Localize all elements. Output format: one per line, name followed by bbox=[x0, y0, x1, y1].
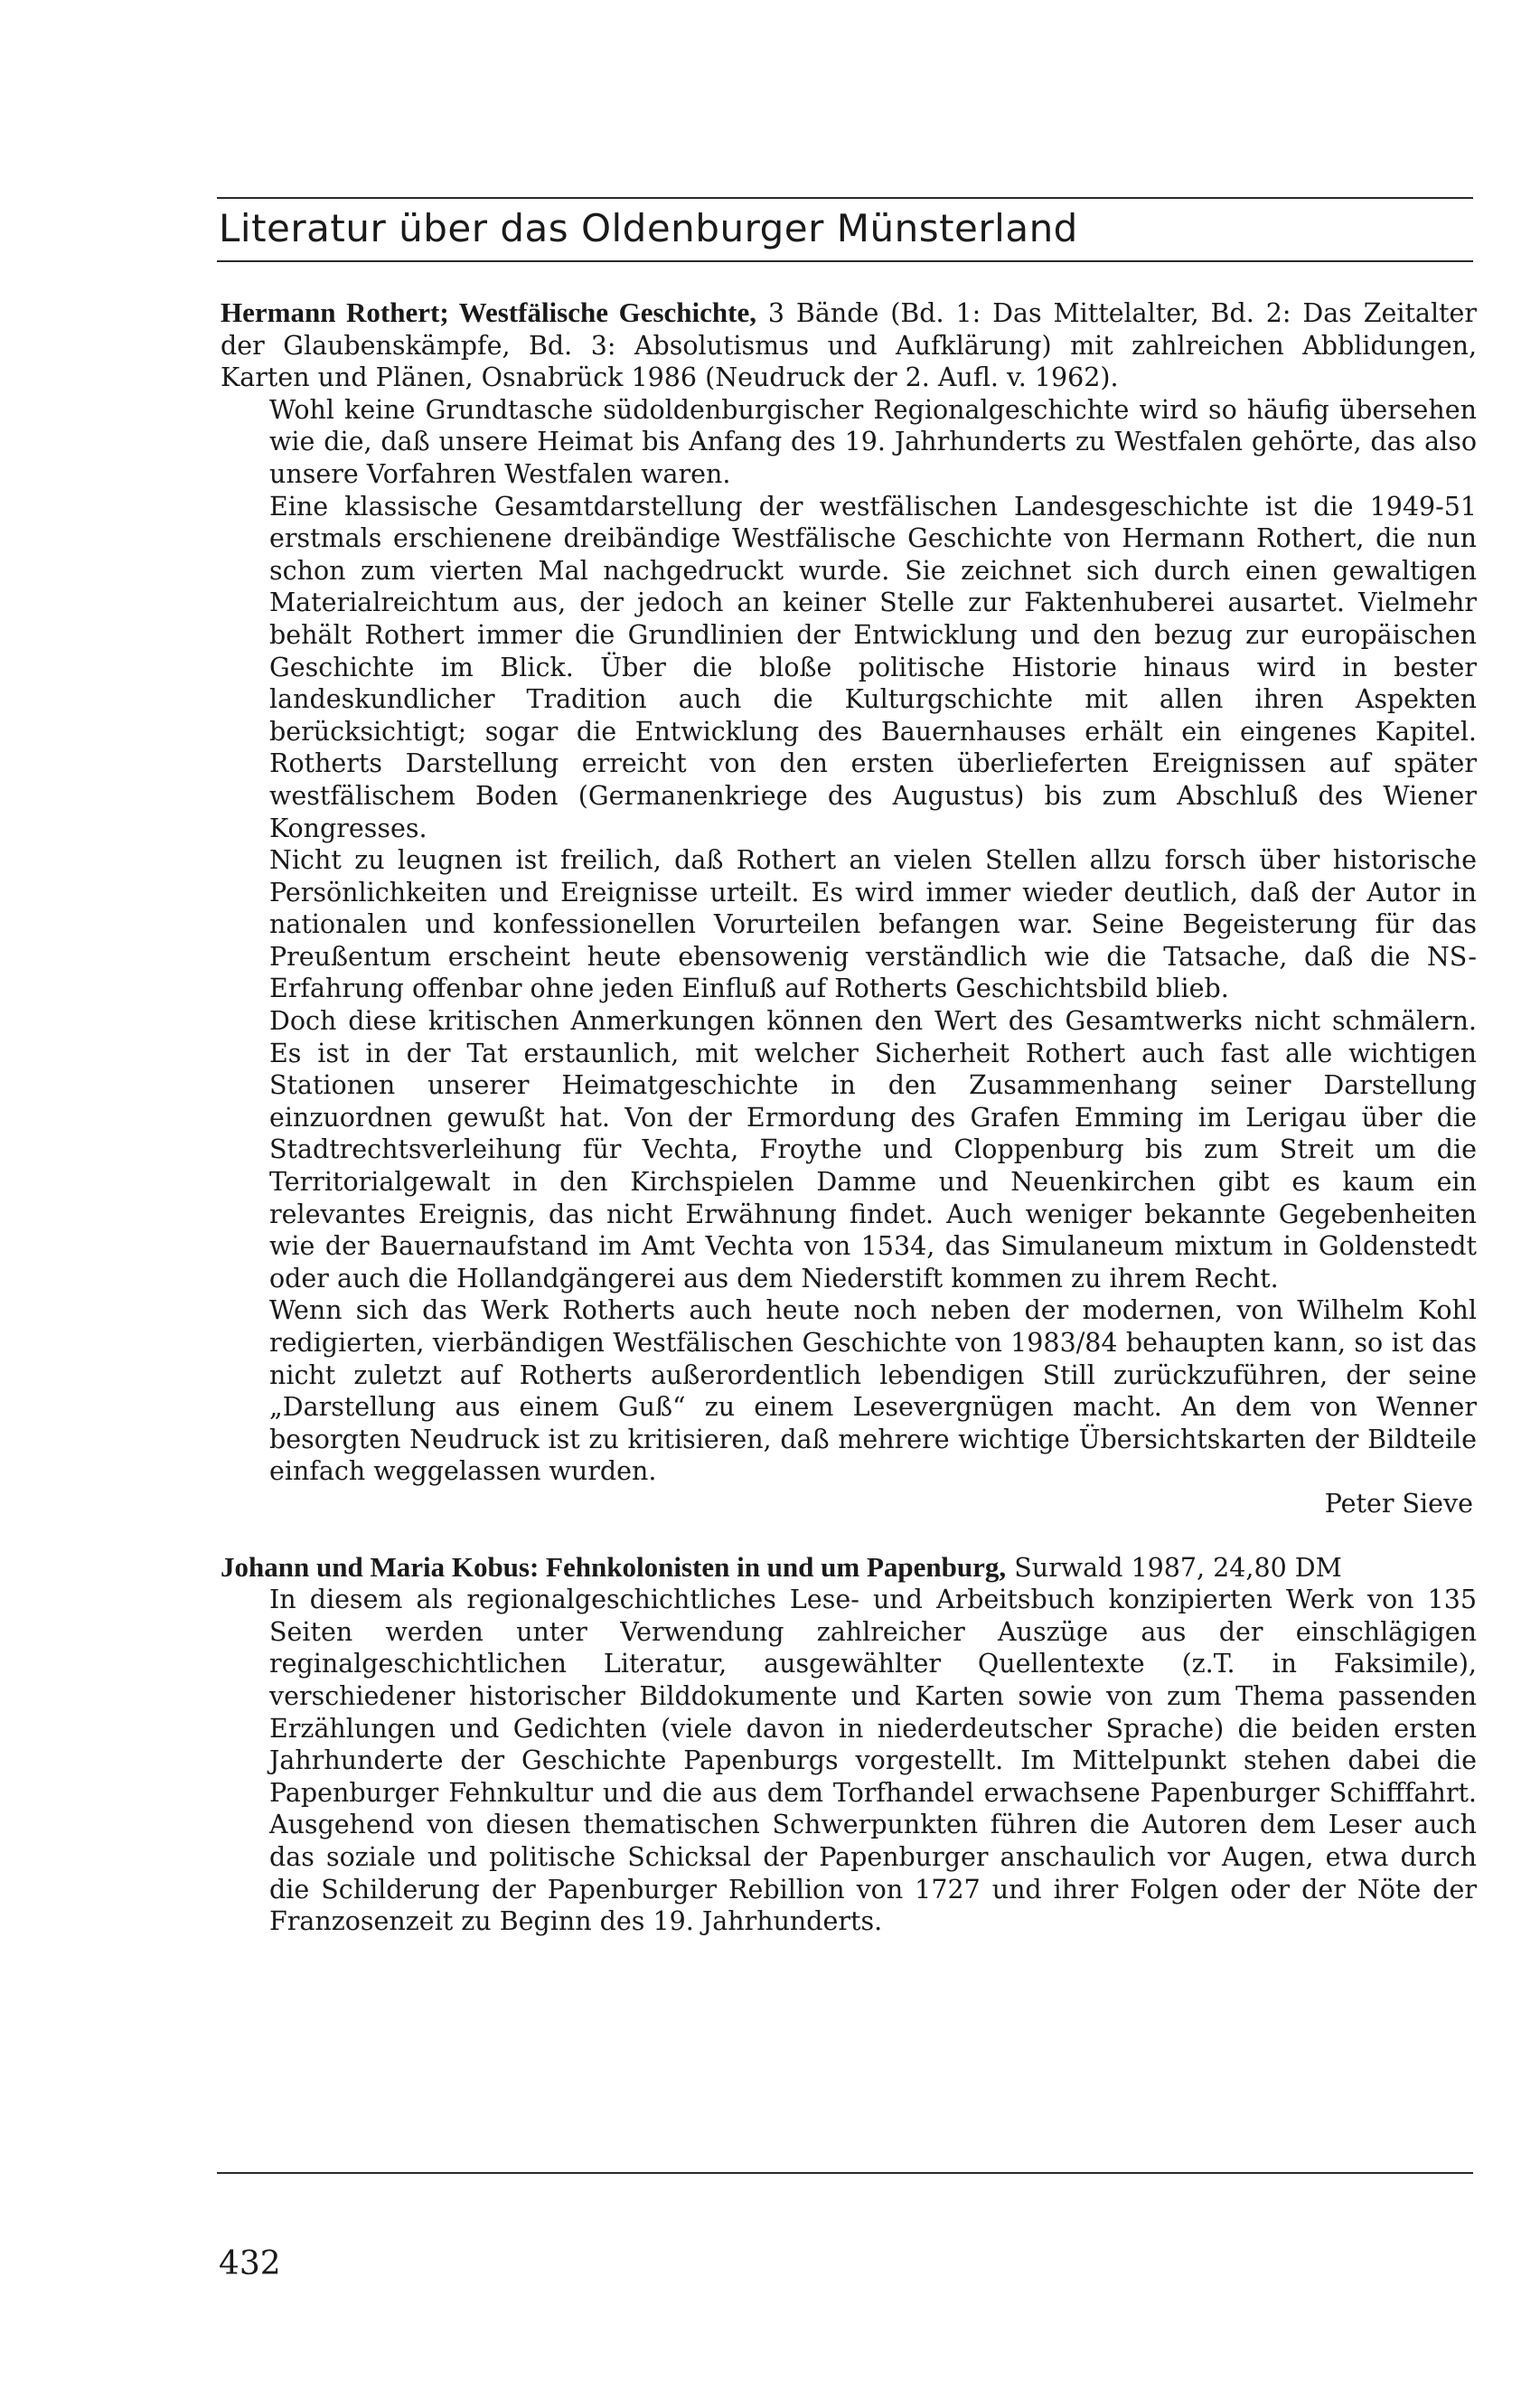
author-title: Hermann Rothert; Westfälische Geschichte, bbox=[221, 296, 756, 328]
review-paragraph: Nicht zu leugnen ist freilich, daß Rothert an vielen Stellen allzu forsch über historische Persönlichkeiten und Ereignisse urteilt. Es wird immer wieder deutlich, daß der Autor in nationalen und konfessionellen Vorurteilen befangen war. Seine Begeisterung für das Preußentum erscheint heute ebensowenig verständlich wie die Tatsache, daß die NS-Erfahrung offenbar ohne jeden Einfluß auf Rotherts Geschichtsbild blieb. bbox=[269, 845, 1477, 1004]
reviewer-signature: Peter Sieve bbox=[1324, 1488, 1473, 1519]
review-paragraph: Wohl keine Grundtasche südoldenburgischer Regionalgeschichte wird so häufig übersehen wie die, daß unsere Heimat bis Anfang des 19. Jahrhunderts zu Westfalen gehörte, das also unsere Vorfahren Westfalen waren. bbox=[269, 394, 1477, 489]
page-number: 432 bbox=[219, 2245, 281, 2282]
review-paragraph: In diesem als regionalgeschichtliches Lese- und Arbeitsbuch konzipierten Werk von 135 Seiten werden unter Verwendung zahlreicher Auszüge aus der einschlägigen reginalgeschichtlichen Literatur, ausgewählter Quellentexte (z.T. in Faksimile), verschiedener historischer Bilddokumente und Karten sowie von zum Thema passenden Erzählungen und Gedichten (viele davon in niederdeutscher Sprache) die beiden ersten Jahrhunderte der Geschichte Papenburgs vorgestellt. Im Mittelpunkt stehen dabei die Papenburger Fehnkultur und die aus dem Torfhandel erwachsene Papenburger Schifffahrt. Ausgehend von diesen thematischen Schwerpunkten führen die Autoren dem Leser auch das soziale und politische Schicksal der Papenburger anschaulich vor Augen, etwa durch die Schilderung der Papenburger Rebillion von 1727 und ihrer Folgen oder der Nöte der Franzosenzeit zu Beginn des 19. Jahrhunderts. bbox=[269, 1585, 1477, 1937]
review-paragraph: Eine klassische Gesamtdarstellung der westfälischen Landesgeschichte ist die 1949-51 erstmals erschienene dreibändige Westfälische Geschichte von Hermann Rothert, die nun schon zum vierten Mal nachgedruckt wurde. Sie zeichnet sich durch einen gewaltigen Materialreichtum aus, der jedoch an keiner Stelle zur Faktenhuberei ausartet. Vielmehr behält Rothert immer die Grundlinien der Entwicklung und den bezug zur europäischen Geschichte im Blick. Über die bloße politische Historie hinaus wird in bester landeskundlicher Tradition auch die Kulturgschichte mit allen ihren Aspekten berücksichtigt; sogar die Entwicklung des Bauernhauses erhält ein eingenes Kapitel. Rotherts Darstellung erreicht von den ersten überlieferten Ereignissen auf später westfälischem Boden (Germanenkriege des Augustus) bis zum Abschluß des Wiener Kongresses. bbox=[269, 491, 1477, 843]
author-title: Johann und Maria Kobus: Fehnkolonisten in und um Papenburg, bbox=[221, 1550, 1007, 1583]
header-bottom-rule bbox=[217, 260, 1473, 262]
reference-details: Surwald 1987, 24,80 DM bbox=[1006, 1552, 1342, 1583]
review-entry bbox=[221, 1551, 1477, 1938]
footer-rule bbox=[217, 2172, 1473, 2174]
page-content bbox=[221, 296, 1477, 1938]
review-entry bbox=[221, 296, 1477, 1520]
review-paragraph: Wenn sich das Werk Rotherts auch heute noch neben der modernen, von Wilhelm Kohl redigierten, vierbändigen Westfälischen Geschichte von 1983/84 behaupten kann, so ist das nicht zuletzt auf Rotherts außerordentlich lebendigen Still zurückzuführen, der seine „Darstellung aus einem Guß“ zu einem Lesevergnügen macht. An dem von Wenner besorgten Neudruck ist zu kritisieren, daß mehrere wichtige Übersichtskarten der Bildteile einfach weggelassen wurden. bbox=[269, 1295, 1477, 1487]
header-top-rule bbox=[217, 197, 1473, 199]
bibliographic-reference bbox=[221, 296, 1477, 394]
running-head: Literatur über das Oldenburger Münsterland bbox=[219, 206, 1078, 250]
bibliographic-reference bbox=[221, 1551, 1477, 1585]
reference-details: 3 Bände (Bd. 1: Das Mittelalter, Bd. 2: Das Zeitalter der Glaubenskämpfe, Bd. 3: Absolutismus und Aufklärung) mit zahlreichen Abblidungen, Karten und Plänen, Osnabrück 1986 (Neudruck der 2. Aufl. v. 1962). bbox=[221, 298, 1477, 393]
review-paragraph: Doch diese kritischen Anmerkungen können den Wert des Gesamtwerks nicht schmälern. Es ist in der Tat erstaunlich, mit welcher Sicherheit Rothert auch fast alle wichtigen Stationen unserer Heimatgeschichte in den Zusammenhang seiner Darstellung einzuordnen gewußt hat. Von der Ermordung des Grafen Emming im Lerigau über die Stadtrechtsverleihung für Vechta, Froythe und Cloppenburg bis zum Streit um die Territorialgewalt in den Kirchspielen Damme und Neuenkirchen gibt es kaum ein relevantes Ereignis, das nicht Erwähnung findet. Auch weniger bekannte Gegebenheiten wie der Bauernaufstand im Amt Vechta von 1534, das Simulaneum mixtum in Goldenstedt oder auch die Hollandgängerei aus dem Niederstift kommen zu ihrem Recht. bbox=[269, 1006, 1477, 1293]
